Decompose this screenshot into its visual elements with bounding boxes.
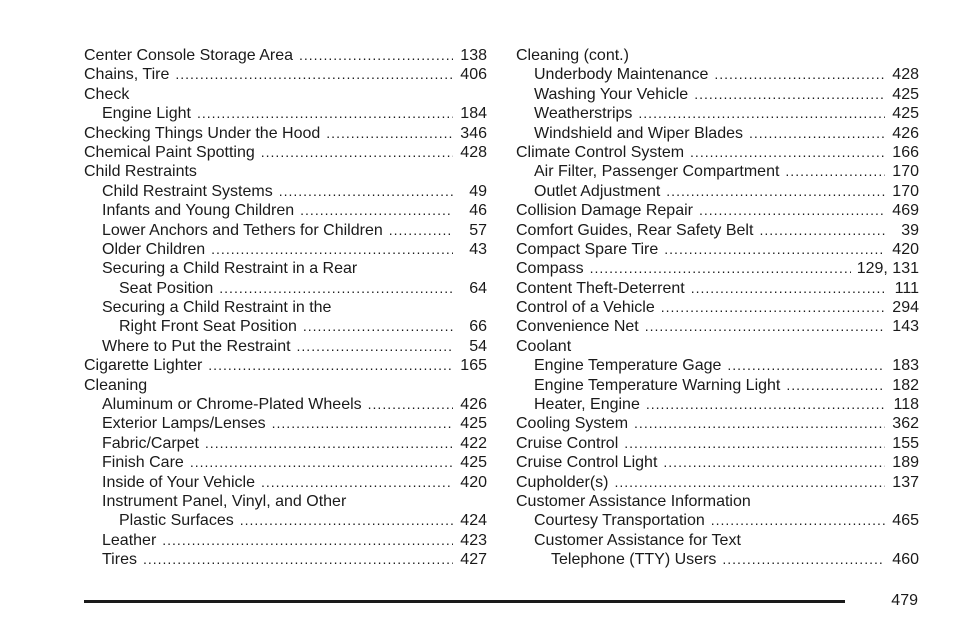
index-entry-text: Coolant (516, 337, 572, 355)
index-entry (516, 65, 919, 84)
index-entry-page: 426 (460, 396, 487, 414)
dot-leader (645, 317, 885, 336)
dot-leader (205, 434, 453, 453)
index-entry-text: Windshield and Wiper Blades (534, 124, 743, 142)
dot-leader (663, 453, 885, 472)
index-entry-text: Tires (102, 551, 137, 569)
index-entry (516, 317, 919, 336)
dot-leader (694, 85, 885, 104)
index-entry-text: Customer Assistance for Text (534, 531, 741, 549)
index-entry (516, 259, 919, 278)
dot-leader (714, 65, 885, 84)
index-entry-page: 182 (892, 376, 919, 394)
index-entry-text: Air Filter, Passenger Compartment (534, 163, 780, 181)
dot-leader (190, 453, 453, 472)
index-entry-page: 183 (892, 357, 919, 375)
index-entry-text: Engine Temperature Warning Light (534, 376, 781, 394)
dot-leader (261, 143, 453, 162)
index-entry (516, 240, 919, 259)
index-entry-page: 425 (892, 85, 919, 103)
dot-leader (272, 414, 453, 433)
index-entry (84, 298, 487, 317)
dot-leader (661, 298, 885, 317)
dot-leader (240, 511, 453, 530)
index-entry-text: Cruise Control (516, 434, 619, 452)
index-entry (84, 434, 487, 453)
index-entry (516, 221, 919, 240)
index-entry (516, 434, 919, 453)
page-number: 479 (891, 592, 918, 609)
index-entry (516, 298, 919, 317)
index-entry-text: Weatherstrips (534, 105, 633, 123)
index-entry (84, 201, 487, 220)
index-entry (516, 143, 919, 162)
index-entry (84, 453, 487, 472)
dot-leader (749, 124, 885, 143)
dot-leader (664, 240, 885, 259)
index-entry (516, 473, 919, 492)
index-entry-text: Underbody Maintenance (534, 66, 709, 84)
dot-leader (590, 259, 851, 278)
dot-leader (727, 356, 885, 375)
dot-leader (162, 531, 453, 550)
index-entry-text: Heater, Engine (534, 396, 640, 414)
dot-leader (690, 143, 885, 162)
index-column-right (516, 46, 919, 570)
index-entry (84, 317, 487, 336)
index-entry-page: 111 (894, 279, 919, 297)
index-entry-text: Control of a Vehicle (516, 299, 655, 317)
dot-leader (638, 104, 885, 123)
index-entry (84, 531, 487, 550)
index-entry (516, 376, 919, 395)
index-entry-page: 57 (469, 221, 487, 239)
dot-leader (699, 201, 885, 220)
index-entry-text: Finish Care (102, 454, 184, 472)
index-entry-page: 137 (892, 473, 919, 491)
index-entry (84, 85, 487, 104)
index-entry-text: Inside of Your Vehicle (102, 473, 256, 491)
index-entry-text: Where to Put the Restraint (102, 337, 291, 355)
index-entry (84, 240, 487, 259)
footer-rule (84, 600, 845, 603)
index-entry-text: Compass (516, 260, 584, 278)
index-entry-text: Chemical Paint Spotting (84, 143, 255, 161)
dot-leader (786, 376, 885, 395)
index-entry-text: Center Console Storage Area (84, 47, 294, 64)
index-entry (516, 511, 919, 530)
index-entry (516, 46, 919, 65)
dot-leader (279, 182, 453, 201)
index-entry-page: 406 (460, 66, 487, 84)
index-entry-text: Telephone (TTY) Users (551, 551, 717, 569)
index-entry-page: 420 (892, 240, 919, 258)
index-entry (84, 337, 487, 356)
index-entry-page: 43 (469, 240, 487, 258)
index-entry (84, 414, 487, 433)
index-entry (84, 279, 487, 298)
dot-leader (297, 337, 453, 356)
index-entry-text: Cleaning (84, 376, 148, 394)
index-entry-page: 129, 131 (856, 260, 919, 278)
index-entry-page: 170 (892, 163, 919, 181)
index-entry (84, 259, 487, 278)
index-entry (84, 104, 487, 123)
index-entry-page: 425 (892, 105, 919, 123)
index-entry (516, 414, 919, 433)
index-entry (516, 162, 919, 181)
index-entry-page: 425 (460, 415, 487, 433)
index-entry-page: 422 (460, 434, 487, 452)
index-entry (84, 182, 487, 201)
index-entry (84, 162, 487, 181)
index-entry-page: 118 (893, 396, 919, 414)
index-entry-page: 166 (892, 143, 919, 161)
index-entry-text: Child Restraint Systems (102, 182, 273, 200)
index-entry-text: Engine Temperature Gage (534, 357, 722, 375)
index-entry-page: 294 (892, 299, 919, 317)
index-entry-text: Infants and Young Children (102, 202, 295, 220)
index-entry-text: Child Restraints (84, 163, 197, 181)
index-entry-text: Securing a Child Restraint in the (102, 299, 332, 317)
index-entry-page: 49 (469, 182, 487, 200)
index-entry-text: Checking Things Under the Hood (84, 124, 321, 142)
index-entry (516, 279, 919, 298)
index-entry (516, 201, 919, 220)
index-entry (516, 550, 919, 569)
index-entry-text: Engine Light (102, 105, 191, 123)
index-entry-text: Compact Spare Tire (516, 240, 659, 258)
index-entry (84, 492, 487, 511)
index-entry-text: Lower Anchors and Tethers for Children (102, 221, 383, 239)
index-entry (84, 221, 487, 240)
index-entry-page: 165 (460, 357, 487, 375)
dot-leader (261, 473, 453, 492)
index-entry-page: 184 (460, 105, 487, 123)
dot-leader (666, 182, 885, 201)
index-entry-text: Content Theft-Deterrent (516, 279, 685, 297)
index-entry-page: 460 (892, 551, 919, 569)
index-entry-text: Plastic Surfaces (119, 512, 234, 530)
index-entry (516, 104, 919, 123)
index-entry (516, 337, 919, 356)
dot-leader (300, 201, 453, 220)
index-entry-page: 143 (892, 318, 919, 336)
index-entry (516, 182, 919, 201)
index-entry-page: 66 (469, 318, 487, 336)
index-column-left (84, 46, 487, 570)
index-entry-page: 155 (892, 434, 919, 452)
index-entry-text: Older Children (102, 240, 206, 258)
dot-leader (759, 221, 885, 240)
dot-leader (368, 395, 453, 414)
index-entry (516, 453, 919, 472)
index-entry (516, 531, 919, 550)
index-entry (84, 124, 487, 143)
index-entry-text: Collision Damage Repair (516, 202, 693, 220)
dot-leader (711, 511, 885, 530)
index-entry-page: 189 (892, 454, 919, 472)
index-entry-text: Chains, Tire (84, 66, 170, 84)
dot-leader (691, 279, 885, 298)
index-entry-page: 362 (892, 415, 919, 433)
dot-leader (303, 317, 453, 336)
dot-leader (299, 46, 453, 65)
index-entry-text: Washing Your Vehicle (534, 85, 689, 103)
index-entry-text: Courtesy Transportation (534, 512, 705, 530)
index-entry (516, 85, 919, 104)
dot-leader (646, 395, 885, 414)
index-entry-page: 46 (469, 202, 487, 220)
index-entry-page: 428 (460, 143, 487, 161)
index-entry (516, 395, 919, 414)
index-entry-text: Comfort Guides, Rear Safety Belt (516, 221, 754, 239)
index-entry (84, 356, 487, 375)
index-entry (516, 356, 919, 375)
index-entry-page: 426 (892, 124, 919, 142)
index-entry-text: Fabric/Carpet (102, 434, 199, 452)
dot-leader (722, 550, 885, 569)
index-entry (516, 492, 919, 511)
dot-leader (634, 414, 885, 433)
index-entry-page: 64 (469, 279, 487, 297)
index-entry-text: Securing a Child Restraint in a Rear (102, 260, 358, 278)
dot-leader (389, 221, 453, 240)
dot-leader (785, 162, 885, 181)
index-entry-page: 54 (469, 337, 487, 355)
index-entry-text: Right Front Seat Position (119, 318, 297, 336)
index-entry (84, 511, 487, 530)
index-entry-page: 428 (892, 66, 919, 84)
dot-leader (219, 279, 453, 298)
dot-leader (211, 240, 453, 259)
dot-leader (143, 550, 453, 569)
index-entry-page: 138 (460, 47, 487, 64)
index-entry-page: 425 (460, 454, 487, 472)
dot-leader (624, 434, 885, 453)
index-entry-text: Exterior Lamps/Lenses (102, 415, 266, 433)
index-entry-text: Cooling System (516, 415, 629, 433)
index-entry (84, 143, 487, 162)
index-entry (84, 473, 487, 492)
index-entry-page: 465 (892, 512, 919, 530)
index-entry-text: Customer Assistance Information (516, 492, 751, 510)
dot-leader (326, 124, 453, 143)
index-entry-page: 420 (460, 473, 487, 491)
index-entry (84, 395, 487, 414)
index-entry (84, 65, 487, 84)
index-entry (84, 376, 487, 395)
index-entry-text: Instrument Panel, Vinyl, and Other (102, 492, 347, 510)
index-entry-text: Cruise Control Light (516, 454, 658, 472)
index-entry-text: Cigarette Lighter (84, 357, 203, 375)
dot-leader (197, 104, 453, 123)
index-entry-page: 170 (892, 182, 919, 200)
index-entry-text: Aluminum or Chrome-Plated Wheels (102, 396, 362, 414)
index-entry-page: 427 (460, 551, 487, 569)
index-entry-page: 424 (460, 512, 487, 530)
index-entry-text: Convenience Net (516, 318, 639, 336)
index-entry (516, 124, 919, 143)
index-entry-page: 39 (901, 221, 919, 239)
index-entry-text: Check (84, 85, 130, 103)
index-entry-page: 469 (892, 202, 919, 220)
dot-leader (175, 65, 453, 84)
index-entry-text: Climate Control System (516, 143, 685, 161)
index-entry-page: 346 (460, 124, 487, 142)
index-entry-text: Cupholder(s) (516, 473, 609, 491)
index-entry-text: Cleaning (cont.) (516, 47, 629, 64)
dot-leader (208, 356, 453, 375)
index-entry-page: 423 (460, 531, 487, 549)
index-entry (84, 46, 487, 65)
index-entry (84, 550, 487, 569)
index-entry-text: Seat Position (119, 279, 214, 297)
dot-leader (614, 473, 885, 492)
index-entry-text: Outlet Adjustment (534, 182, 661, 200)
index-entry-text: Leather (102, 531, 157, 549)
